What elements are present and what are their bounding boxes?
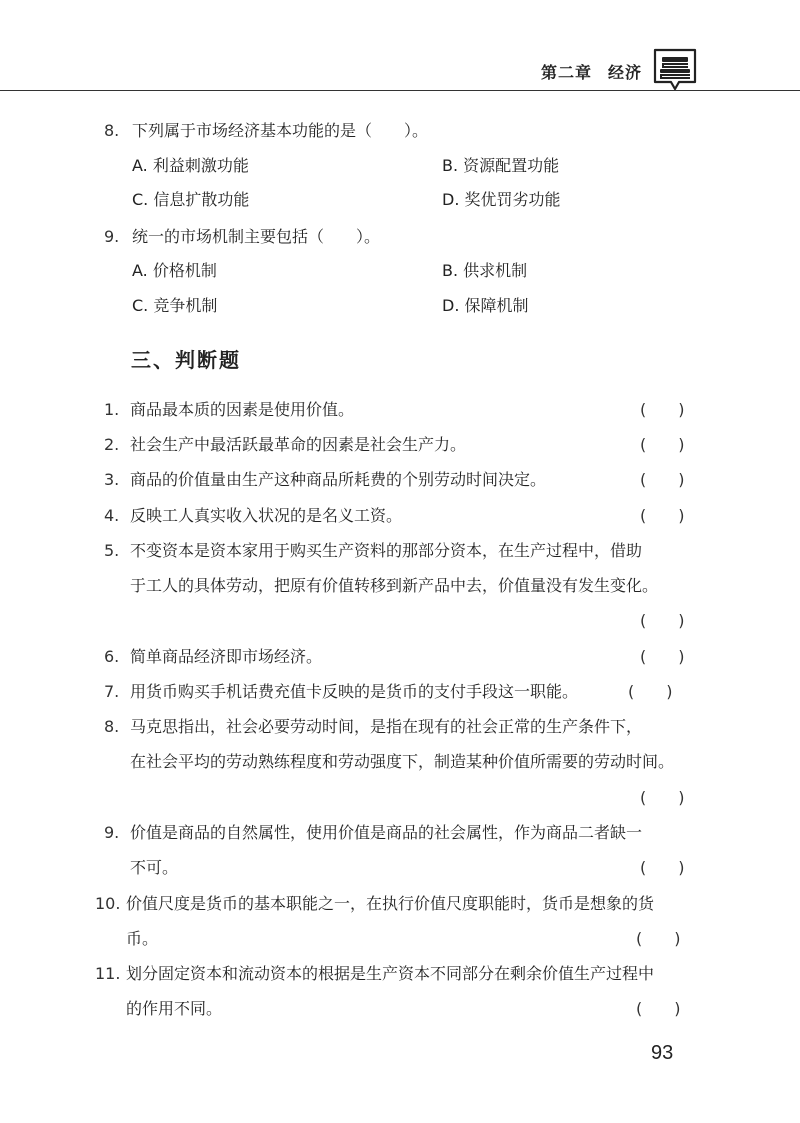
option-d: D. 保障机制 bbox=[442, 296, 529, 315]
section-title: 三、判断题 bbox=[131, 348, 241, 372]
tf-statement: 不变资本是资本家用于购买生产资料的那部分资本，在生产过程中，借助 bbox=[130, 541, 643, 560]
answer-blank: ( ) bbox=[636, 929, 681, 948]
tf-number: 1. bbox=[104, 400, 120, 419]
option-a: A. 价格机制 bbox=[132, 261, 217, 280]
tf-statement: 价值尺度是货币的基本职能之一，在执行价值尺度职能时，货币是想象的货 bbox=[126, 894, 655, 913]
option-d: D. 奖优罚劣功能 bbox=[442, 190, 561, 209]
mc-question-number: 9. bbox=[104, 227, 120, 246]
chapter-label: 第二章 bbox=[540, 63, 592, 82]
answer-blank: ( ) bbox=[628, 682, 673, 701]
tf-statement-continued: 币。 bbox=[126, 929, 159, 948]
option-b: B. 供求机制 bbox=[442, 261, 528, 280]
tf-statement: 简单商品经济即市场经济。 bbox=[130, 647, 323, 666]
answer-blank: ( ) bbox=[640, 788, 685, 807]
tf-number: 7. bbox=[104, 682, 120, 701]
tf-statement-continued: 于工人的具体劳动，把原有价值转移到新产品中去，价值量没有发生变化。 bbox=[130, 576, 659, 595]
mc-question-stem: 统一的市场机制主要包括（ ）。 bbox=[132, 227, 381, 246]
chapter-topic: 经济 bbox=[607, 63, 642, 82]
mc-question-stem: 下列属于市场经济基本功能的是（ ）。 bbox=[132, 121, 429, 140]
mc-question-number: 8. bbox=[104, 121, 120, 140]
books-icon bbox=[652, 46, 698, 92]
tf-statement: 商品的价值量由生产这种商品所耗费的个别劳动时间决定。 bbox=[130, 470, 547, 489]
tf-number: 9. bbox=[104, 823, 120, 842]
tf-statement: 反映工人真实收入状况的是名义工资。 bbox=[130, 506, 403, 525]
tf-statement: 马克思指出，社会必要劳动时间，是指在现有的社会正常的生产条件下， bbox=[130, 717, 643, 736]
answer-blank: ( ) bbox=[636, 999, 681, 1018]
answer-blank: ( ) bbox=[640, 506, 685, 525]
tf-number: 11. bbox=[95, 964, 121, 983]
tf-number: 5. bbox=[104, 541, 120, 560]
answer-blank: ( ) bbox=[640, 470, 685, 489]
tf-statement: 价值是商品的自然属性，使用价值是商品的社会属性，作为商品二者缺一 bbox=[130, 823, 643, 842]
tf-number: 8. bbox=[104, 717, 120, 736]
tf-number: 10. bbox=[95, 894, 121, 913]
tf-statement: 社会生产中最活跃最革命的因素是社会生产力。 bbox=[130, 435, 467, 454]
tf-number: 4. bbox=[104, 506, 120, 525]
tf-statement: 划分固定资本和流动资本的根据是生产资本不同部分在剩余价值生产过程中 bbox=[126, 964, 655, 983]
option-b: B. 资源配置功能 bbox=[442, 156, 560, 175]
option-a: A. 利益刺激功能 bbox=[132, 156, 249, 175]
answer-blank: ( ) bbox=[640, 611, 685, 630]
answer-blank: ( ) bbox=[640, 647, 685, 666]
running-header bbox=[541, 60, 642, 83]
option-c: C. 竞争机制 bbox=[132, 296, 218, 315]
answer-blank: ( ) bbox=[640, 435, 685, 454]
answer-blank: ( ) bbox=[640, 858, 685, 877]
tf-number: 3. bbox=[104, 470, 120, 489]
answer-blank: ( ) bbox=[640, 400, 685, 419]
tf-statement-continued: 不可。 bbox=[130, 858, 179, 877]
tf-statement: 商品最本质的因素是使用价值。 bbox=[130, 400, 355, 419]
tf-statement-continued: 在社会平均的劳动熟练程度和劳动强度下，制造某种价值所需要的劳动时间。 bbox=[130, 752, 675, 771]
tf-statement: 用货币购买手机话费充值卡反映的是货币的支付手段这一职能。 bbox=[130, 682, 579, 701]
option-c: C. 信息扩散功能 bbox=[132, 190, 250, 209]
page-number: 93 bbox=[651, 1042, 674, 1064]
tf-statement-continued: 的作用不同。 bbox=[126, 999, 223, 1018]
tf-number: 2. bbox=[104, 435, 120, 454]
tf-number: 6. bbox=[104, 647, 120, 666]
